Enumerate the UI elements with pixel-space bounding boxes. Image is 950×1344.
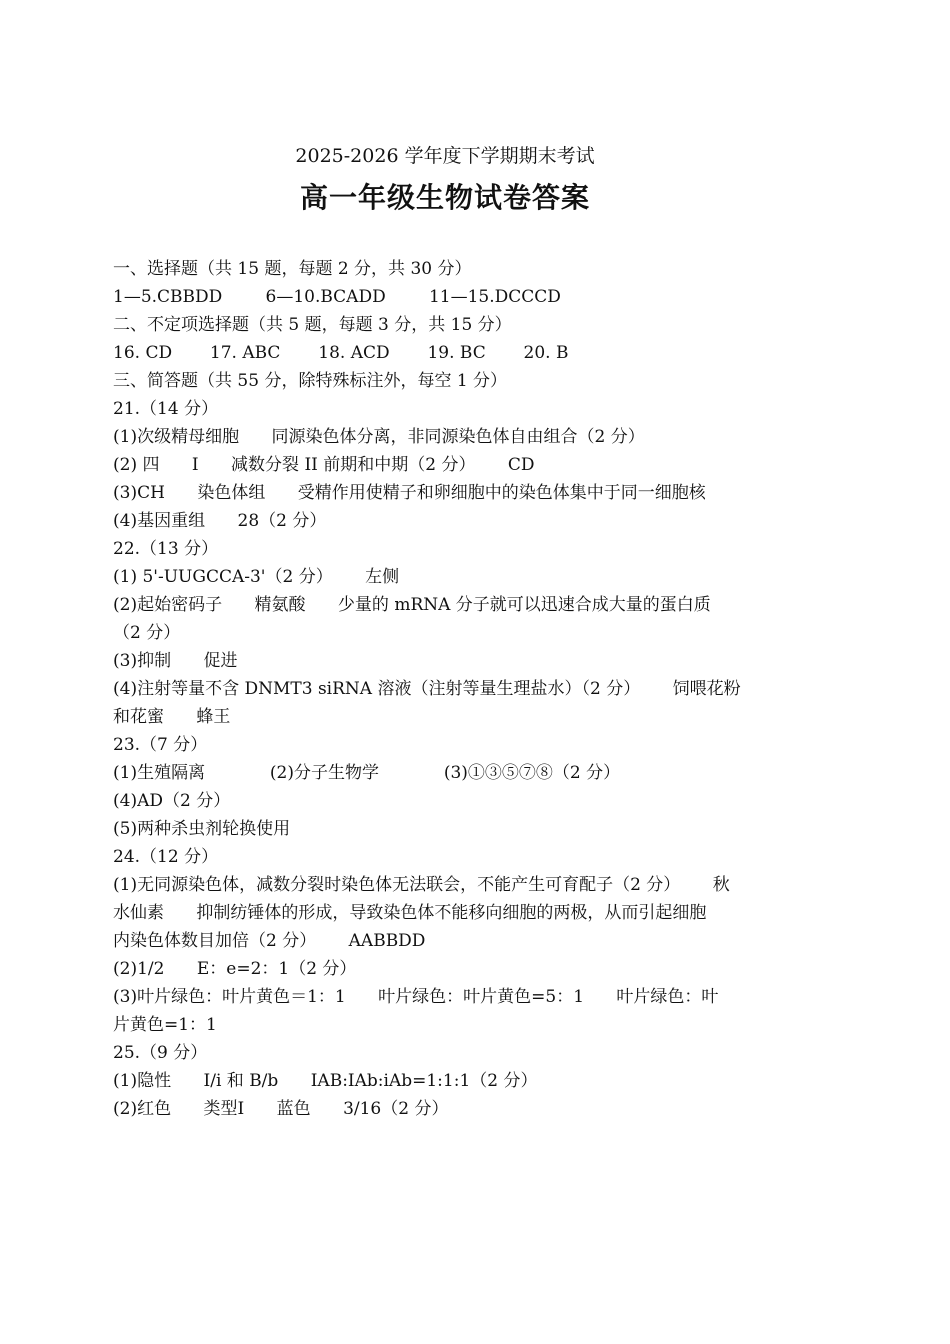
document-title: 高一年级生物试卷答案 (299, 181, 590, 214)
q23-answer-1-3: (1)生殖隔离 (2)分子生物学 (3)①③⑤⑦⑧（2 分） (113, 763, 621, 783)
q22-answer-4: (4)注射等量不含 DNMT3 siRNA 溶液（注射等量生理盐水）（2 分） 饲喂花粉 (113, 679, 741, 699)
q21-answer-4: (4)基因重组 28（2 分） (113, 511, 327, 531)
q24-answer-3-cont: 片黄色=1：1 (113, 1015, 217, 1035)
section-heading-multi-choice: 二、不定项选择题（共 5 题，每题 3 分，共 15 分） (113, 315, 512, 335)
q23-answer-5: (5)两种杀虫剂轮换使用 (113, 819, 291, 839)
q21-answer-2: (2) 四 Ⅰ 减数分裂 II 前期和中期（2 分） CD (113, 455, 535, 475)
q24-answer-3: (3)叶片绿色：叶片黄色＝1：1 叶片绿色：叶片黄色=5：1 叶片绿色：叶 (113, 987, 719, 1007)
question-24-heading: 24.（12 分） (113, 847, 219, 867)
q23-answer-4: (4)AD（2 分） (113, 791, 231, 811)
section-heading-short-answer: 三、简答题（共 55 分，除特殊标注外，每空 1 分） (113, 371, 508, 391)
exam-title: 2025-2026 学年度下学期期末考试 (295, 145, 595, 167)
q25-answer-2: (2)红色 类型Ⅰ 蓝色 3/16（2 分） (113, 1099, 449, 1119)
q21-answer-3: (3)CH 染色体组 受精作用使精子和卵细胞中的染色体集中于同一细胞核 (113, 483, 706, 503)
answer-line-16-20: 16. CD 17. ABC 18. ACD 19. BC 20. B (113, 343, 569, 363)
q22-answer-2-cont: （2 分） (113, 623, 181, 643)
answer-line-1-15: 1—5.CBBDD 6—10.BCADD 11—15.DCCCD (113, 287, 561, 307)
q22-answer-3: (3)抑制 促进 (113, 651, 238, 671)
q22-answer-2: (2)起始密码子 精氨酸 少量的 mRNA 分子就可以迅速合成大量的蛋白质 (113, 595, 711, 615)
q24-answer-1-cont-b: 内染色体数目加倍（2 分） AABBDD (113, 931, 426, 951)
q22-answer-4-cont: 和花蜜 蜂王 (113, 707, 231, 727)
q24-answer-1: (1)无同源染色体，减数分裂时染色体无法联会，不能产生可育配子（2 分） 秋 (113, 875, 730, 895)
section-heading-choice: 一、选择题（共 15 题，每题 2 分，共 30 分） (113, 259, 472, 279)
q24-answer-2: (2)1/2 E：e=2：1（2 分） (113, 959, 357, 979)
q25-answer-1: (1)隐性 I/i 和 B/b IAB:IAb:iAb=1:1:1（2 分） (113, 1071, 538, 1091)
question-23-heading: 23.（7 分） (113, 735, 208, 755)
q24-answer-1-cont-a: 水仙素 抑制纺锤体的形成，导致染色体不能移向细胞的两极，从而引起细胞 (113, 903, 707, 923)
question-21-heading: 21.（14 分） (113, 399, 219, 419)
q21-answer-1: (1)次级精母细胞 同源染色体分离，非同源染色体自由组合（2 分） (113, 427, 645, 447)
question-22-heading: 22.（13 分） (113, 539, 219, 559)
question-25-heading: 25.（9 分） (113, 1043, 208, 1063)
q22-answer-1: (1) 5'-UUGCCA-3'（2 分） 左侧 (113, 567, 400, 587)
